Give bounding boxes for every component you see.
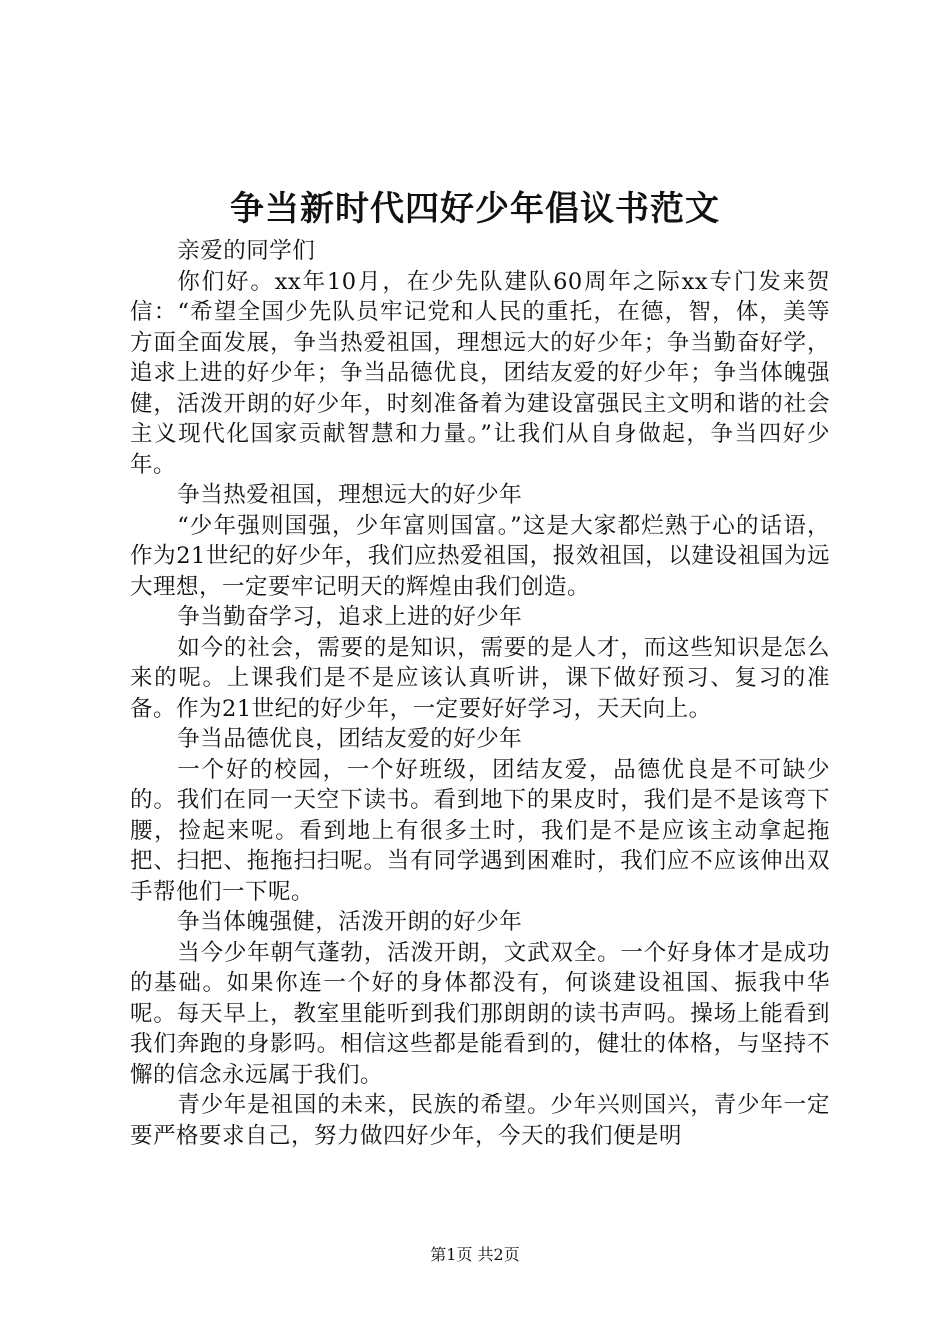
- document-title: 争当新时代四好少年倡议书范文: [230, 189, 720, 229]
- paragraph-conclusion: 青少年是祖国的未来，民族的希望。少年兴则国兴，青少年一定要严格要求自己，努力做四好少年，今天的我们便是明: [130, 1092, 830, 1149]
- document-body: [130, 236, 830, 1151]
- paragraph-character: 一个好的校园，一个好班级，团结友爱，品德优良是不可缺少的。我们在同一天空下读书。看到地下的果皮时，我们是不是该弯下腰，捡起来呢。看到地上有很多土时，我们是不是应该主动拿起拖把、扫把、拖拖扫扫呢。当有同学遇到困难时，我们应不应该伸出双手帮他们一下呢。: [130, 756, 830, 905]
- section-heading-study: 争当勤奋学习，追求上进的好少年: [177, 604, 523, 630]
- section-heading-health: 争当体魄强健，活泼开朗的好少年: [177, 909, 523, 935]
- salutation: 亲爱的同学们: [177, 238, 316, 264]
- paragraph-intro: 你们好。xx年10月，在少先队建队60周年之际xx专门发来贺信：“希望全国少先队员牢记党和人民的重托，在德，智，体，美等方面全面发展，争当热爱祖国，理想远大的好少年；争当勤奋好学，追求上进的好少年；争当品德优良，团结友爱的好少年；争当体魄强健，活泼开朗的好少年，时刻准备着为建设富强民主文明和谐的社会主义现代化国家贡献智慧和力量。”让我们从自身做起，争当四好少年。: [130, 268, 830, 478]
- paragraph-study: 如今的社会，需要的是知识，需要的是人才，而这些知识是怎么来的呢。上课我们是不是应该认真听讲，课下做好预习、复习的准备。作为21世纪的好少年，一定要好好学习，天天向上。: [130, 634, 830, 722]
- page-footer: 第1页 共2页: [430, 1245, 520, 1264]
- section-heading-character: 争当品德优良，团结友爱的好少年: [177, 726, 523, 752]
- section-heading-patriotism: 争当热爱祖国，理想远大的好少年: [177, 482, 523, 508]
- paragraph-patriotism: “少年强则国强，少年富则国富。”这是大家都烂熟于心的话语，作为21世纪的好少年，我们应热爱祖国，报效祖国，以建设祖国为远大理想，一定要牢记明天的辉煌由我们创造。: [130, 512, 830, 600]
- paragraph-health: 当今少年朝气蓬勃，活泼开朗，文武双全。一个好身体才是成功的基础。如果你连一个好的身体都没有，何谈建设祖国、振我中华呢。每天早上，教室里能听到我们那朗朗的读书声吗。操场上能看到我们奔跑的身影吗。相信这些都是能看到的，健壮的体格，与坚持不懈的信念永远属于我们。: [130, 939, 830, 1088]
